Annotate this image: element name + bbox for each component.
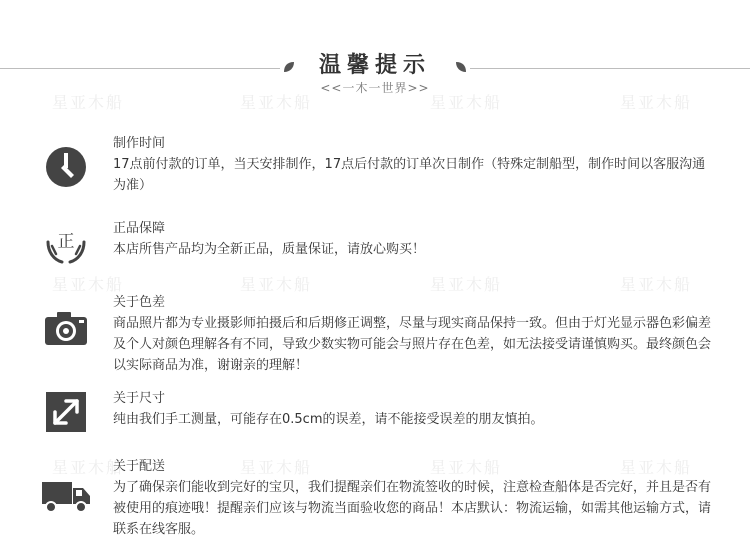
notice-color-difference bbox=[0, 292, 750, 372]
notice-heading: 关于配送 bbox=[113, 459, 166, 474]
camera-icon bbox=[42, 305, 90, 353]
notice-delivery bbox=[0, 456, 750, 536]
notice-body: 商品照片都为专业摄影师拍摄后和后期修正调整，尽量与现实商品保持一致。但由于灯光显示器色彩偏差及个人对颜色理解各有不同，导致少数实物可能会与照片存在色差，如无法接受请谨慎购买。最终颜色会以实际商品为准，谢谢亲的理解！ bbox=[113, 316, 712, 373]
watermark: 星亚木船 bbox=[430, 93, 503, 112]
watermark: 星亚木船 bbox=[52, 93, 125, 112]
watermark: 星亚木船 bbox=[240, 275, 313, 294]
genuine-hands-icon bbox=[42, 220, 90, 268]
notice-genuine bbox=[0, 218, 750, 268]
watermark: 星亚木船 bbox=[430, 275, 503, 294]
watermark: 星亚木船 bbox=[620, 275, 693, 294]
clock-icon bbox=[42, 143, 90, 191]
watermark: 星亚木船 bbox=[240, 93, 313, 112]
watermark: 星亚木船 bbox=[620, 458, 693, 477]
notice-body: 纯由我们手工测量，可能存在0.5cm的误差，请不能接受误差的朋友慎拍。 bbox=[113, 412, 544, 427]
notice-production-time bbox=[0, 133, 750, 193]
notice-body: 本店所售产品均为全新正品，质量保证，请放心购买！ bbox=[113, 242, 426, 257]
notice-size bbox=[0, 388, 750, 438]
notice-heading: 制作时间 bbox=[113, 136, 166, 151]
notice-heading: 关于尺寸 bbox=[113, 391, 166, 406]
genuine-glyph: 正 bbox=[57, 232, 75, 252]
watermark: 星亚木船 bbox=[620, 93, 693, 112]
resize-arrow-icon bbox=[42, 388, 90, 436]
notice-heading: 关于色差 bbox=[113, 295, 166, 310]
watermark: 星亚木船 bbox=[52, 275, 125, 294]
notice-heading: 正品保障 bbox=[113, 221, 166, 236]
watermark: 星亚木船 bbox=[430, 458, 503, 477]
notice-body: 17点前付款的订单，当天安排制作，17点后付款的订单次日制作（特殊定制船型，制作时间以客服沟通为准） bbox=[113, 157, 706, 193]
watermark: 星亚木船 bbox=[240, 458, 313, 477]
notice-body: 为了确保亲们能收到完好的宝贝，我们提醒亲们在物流签收的时候，注意检查船体是否完好，并且是否有被使用的痕迹哦！提醒亲们应该与物流当面验收您的商品！本店默认：物流运输，如需其他运输方式，请联系在线客服。 bbox=[113, 480, 712, 537]
truck-icon bbox=[40, 470, 92, 518]
page-subtitle: <<一木一世界>> bbox=[320, 81, 430, 95]
watermark: 星亚木船 bbox=[52, 458, 125, 477]
page-title: 温馨提示 bbox=[318, 52, 431, 78]
